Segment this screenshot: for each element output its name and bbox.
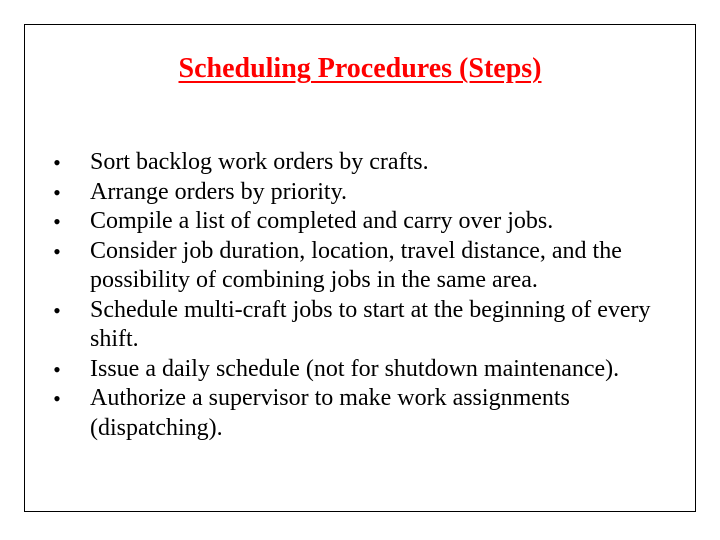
list-item	[24, 207, 684, 237]
bullet-text: Issue a daily schedule (not for shutdown maintenance).	[90, 355, 620, 382]
bullet-icon: •	[53, 179, 61, 205]
bullet-icon: •	[53, 209, 61, 234]
bullet-text: Consider job duration, location, travel distance, and the possibility of combining jobs in the same area.	[90, 237, 622, 293]
bullet-text: Schedule multi-craft jobs to start at the beginning of every shift.	[90, 296, 651, 352]
bullet-list	[24, 148, 684, 443]
bullet-icon: •	[53, 386, 61, 411]
list-item	[24, 296, 684, 355]
bullet-text: Authorize a supervisor to make work assignments (dispatching).	[90, 385, 570, 441]
bullet-text: Compile a list of completed and carry over jobs.	[90, 208, 554, 234]
bullet-text: Sort backlog work orders by crafts.	[90, 149, 429, 175]
bullet-text: Arrange orders by priority.	[90, 178, 348, 205]
list-item	[24, 178, 684, 208]
list-item	[24, 384, 684, 443]
bullet-icon: •	[53, 150, 61, 175]
list-item	[24, 237, 684, 296]
list-item	[24, 148, 684, 178]
bullet-icon: •	[53, 356, 61, 382]
bullet-icon: •	[53, 238, 61, 264]
bullet-icon: •	[53, 297, 61, 323]
slide-title: Scheduling Procedures (Steps)	[178, 53, 542, 84]
list-item	[24, 355, 684, 385]
